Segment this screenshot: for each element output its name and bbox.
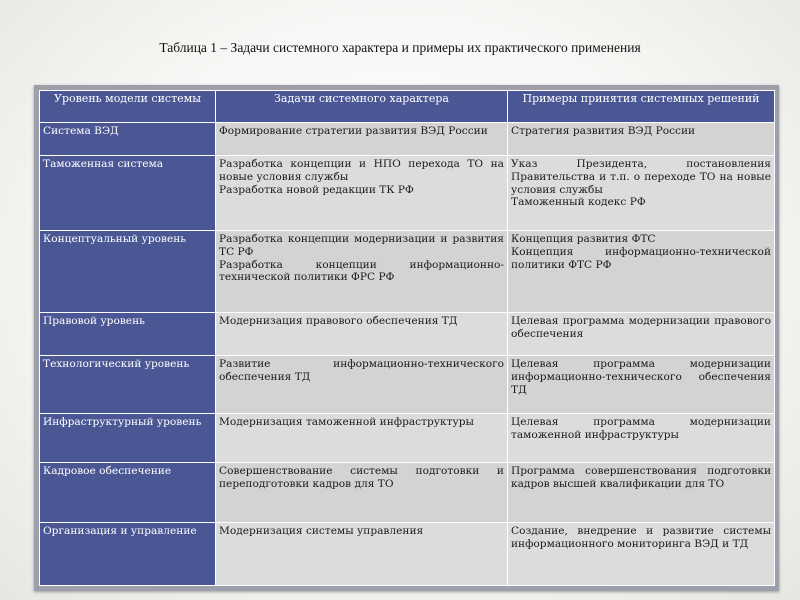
tasks-cell: Разработка концепции модернизации и развития ТС РФ Разработка концепции информационно-технической политики ФРС РФ [216, 231, 508, 313]
tasks-cell: Модернизация системы управления [216, 523, 508, 586]
examples-cell: Целевая программа модернизации информационно-технического обеспечения ТД [508, 356, 775, 414]
table-row [40, 156, 775, 231]
examples-cell: Стратегия развития ВЭД России [508, 123, 775, 156]
level-cell: Правовой уровень [40, 313, 216, 356]
tasks-cell: Модернизация таможенной инфраструктуры [216, 414, 508, 463]
level-cell: Технологический уровень [40, 356, 216, 414]
level-cell: Концептуальный уровень [40, 231, 216, 313]
examples-cell: Целевая программа модернизации правового обеспечения [508, 313, 775, 356]
header-examples: Примеры принятия системных решений [508, 91, 775, 123]
table-header-row [40, 91, 775, 123]
examples-cell: Целевая программа модернизации таможенной инфраструктуры [508, 414, 775, 463]
tasks-cell: Совершенствование системы подготовки и переподготовки кадров для ТО [216, 463, 508, 523]
examples-cell: Концепция развития ФТС Концепция информационно-технической политики ФТС РФ [508, 231, 775, 313]
tasks-cell: Разработка концепции и НПО перехода ТО на новые условия службы Разработка новой редакции ТК РФ [216, 156, 508, 231]
level-cell: Кадровое обеспечение [40, 463, 216, 523]
header-level: Уровень модели системы [40, 91, 216, 123]
table-row [40, 231, 775, 313]
header-tasks: Задачи системного характера [216, 91, 508, 123]
table-row [40, 123, 775, 156]
level-cell: Инфраструктурный уровень [40, 414, 216, 463]
level-cell: Таможенная система [40, 156, 216, 231]
examples-cell: Создание, внедрение и развитие системы информационного мониторинга ВЭД и ТД [508, 523, 775, 586]
table-row [40, 414, 775, 463]
level-cell: Система ВЭД [40, 123, 216, 156]
tasks-cell: Модернизация правового обеспечения ТД [216, 313, 508, 356]
table-frame [34, 85, 779, 591]
table-row [40, 313, 775, 356]
examples-cell: Программа совершенствования подготовки кадров высшей квалификации для ТО [508, 463, 775, 523]
table-row [40, 356, 775, 414]
tasks-table [39, 90, 775, 586]
examples-cell: Указ Президента, постановления Правительства и т.п. о переходе ТО на новые условия службы Таможенный кодекс РФ [508, 156, 775, 231]
level-cell: Организация и управление [40, 523, 216, 586]
tasks-cell: Формирование стратегии развития ВЭД России [216, 123, 508, 156]
table-row [40, 523, 775, 586]
table-row [40, 463, 775, 523]
tasks-cell: Развитие информационно-технического обеспечения ТД [216, 356, 508, 414]
page-title: Таблица 1 – Задачи системного характера и примеры их практического применения [159, 40, 641, 55]
